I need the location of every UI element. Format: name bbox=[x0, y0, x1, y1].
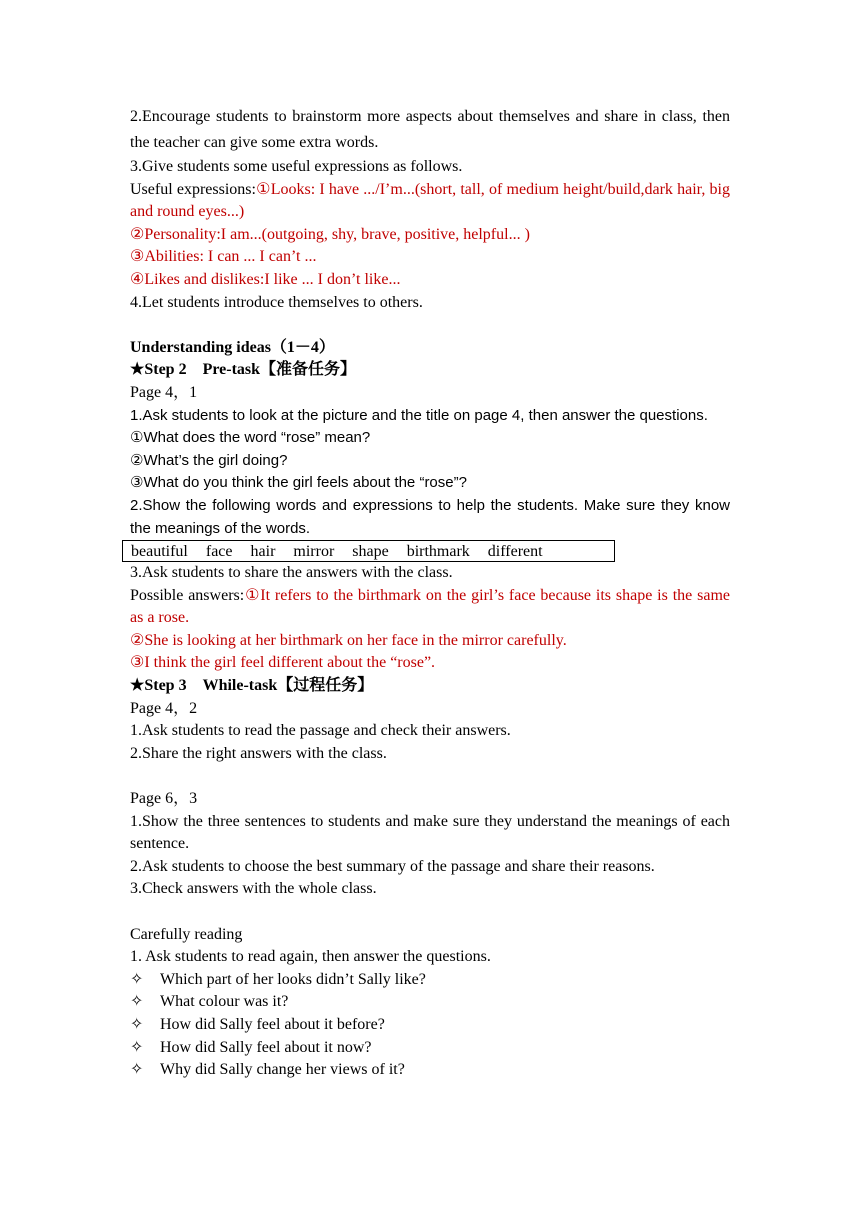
bullet-text: How did Sally feel about it now? bbox=[160, 1038, 372, 1056]
careful-instruction-1: 1. Ask students to read again, then answer the questions. bbox=[130, 948, 491, 966]
list-item bbox=[130, 1014, 730, 1037]
bullet-text: What colour was it? bbox=[160, 993, 289, 1011]
possible-answer-2: ②She is looking at her birthmark on her face in the mirror carefully. bbox=[130, 631, 567, 649]
bullet-text: Which part of her looks didn’t Sally like? bbox=[160, 970, 426, 988]
diamond-bullet-icon: ✧ bbox=[130, 1015, 144, 1033]
step2-instruction-3: 3.Ask students to share the answers with the class. bbox=[130, 564, 453, 582]
page-ref-4-2: Page 4，2 bbox=[130, 699, 198, 717]
useful-expressions-looks bbox=[130, 179, 730, 224]
step3-heading: ★Step 3 While-task【过程任务】 bbox=[130, 677, 374, 695]
step3-instruction-1: 1.Ask students to read the passage and check their answers. bbox=[130, 722, 511, 740]
diamond-bullet-icon: ✧ bbox=[130, 993, 144, 1011]
word-item: different bbox=[487, 543, 543, 561]
word-item: hair bbox=[250, 543, 276, 561]
word-item: mirror bbox=[293, 543, 335, 561]
paragraph-brainstorm: 2.Encourage students to brainstorm more aspects about themselves and share in class, then the teacher can give some extra words. bbox=[130, 108, 730, 151]
useful-expressions-label: Useful expressions: bbox=[130, 180, 256, 198]
useful-personality: ②Personality:I am...(outgoing, shy, brave, positive, helpful... ) bbox=[130, 225, 530, 243]
word-item: birthmark bbox=[406, 543, 470, 561]
list-item bbox=[130, 1037, 730, 1060]
word-item: face bbox=[205, 543, 233, 561]
page-ref-4-1: Page 4，1 bbox=[130, 383, 198, 401]
diamond-bullet-icon: ✧ bbox=[130, 970, 144, 988]
list-item bbox=[130, 1059, 730, 1082]
step3b-instruction-2: 2.Ask students to choose the best summary of the passage and share their reasons. bbox=[130, 857, 655, 875]
possible-answer-1-text: ①It refers to the birthmark on the girl’s face because its shape is the same as a rose. bbox=[130, 586, 731, 627]
possible-answer-1 bbox=[130, 585, 730, 630]
possible-answers-label: Possible answers: bbox=[130, 586, 245, 604]
useful-abilities: ③Abilities: I can ... I can’t ... bbox=[130, 248, 317, 266]
bullet-text: Why did Sally change her views of it? bbox=[160, 1061, 405, 1079]
page-ref-6-3: Page 6，3 bbox=[130, 790, 198, 808]
step2-instruction-1: 1.Ask students to look at the picture and the title on page 4, then answer the questions. bbox=[130, 406, 708, 424]
bullet-text: How did Sally feel about it before? bbox=[160, 1015, 385, 1033]
step2-question-2: ②What’s the girl doing? bbox=[130, 451, 288, 469]
list-item bbox=[130, 969, 730, 992]
step2-question-1: ①What does the word “rose” mean? bbox=[130, 429, 371, 447]
step3-instruction-2: 2.Share the right answers with the class. bbox=[130, 744, 387, 762]
understanding-heading: Understanding ideas（1－4） bbox=[130, 338, 335, 356]
step2-instruction-2: 2.Show the following words and expressions to help the students. Make sure they know the meanings of the words. bbox=[130, 496, 730, 537]
diamond-bullet-icon: ✧ bbox=[130, 1061, 144, 1079]
useful-looks-text: ①Looks: I have .../I’m...(short, tall, of medium height/build,dark hair, big and round eyes...) bbox=[130, 180, 730, 221]
useful-likes: ④Likes and dislikes:I like ... I don’t like... bbox=[130, 270, 401, 288]
diamond-bullet-icon: ✧ bbox=[130, 1038, 144, 1056]
word-box bbox=[122, 540, 615, 562]
careful-heading: Carefully reading bbox=[130, 925, 243, 943]
possible-answer-3: ③I think the girl feel different about the “rose”. bbox=[130, 654, 436, 672]
step3b-instruction-3: 3.Check answers with the whole class. bbox=[130, 880, 377, 898]
step2-question-3: ③What do you think the girl feels about the “rose”? bbox=[130, 474, 467, 492]
paragraph-introduce: 4.Let students introduce themselves to others. bbox=[130, 293, 423, 311]
word-item: shape bbox=[352, 543, 389, 561]
word-item: beautiful bbox=[131, 543, 188, 561]
document-page bbox=[130, 104, 730, 1082]
step3b-instruction-1: 1.Show the three sentences to students and make sure they understand the meanings of each sentence. bbox=[130, 812, 730, 853]
paragraph-useful-intro: 3.Give students some useful expressions as follows. bbox=[130, 158, 463, 175]
list-item bbox=[130, 991, 730, 1014]
step2-heading: ★Step 2 Pre-task【准备任务】 bbox=[130, 361, 357, 379]
